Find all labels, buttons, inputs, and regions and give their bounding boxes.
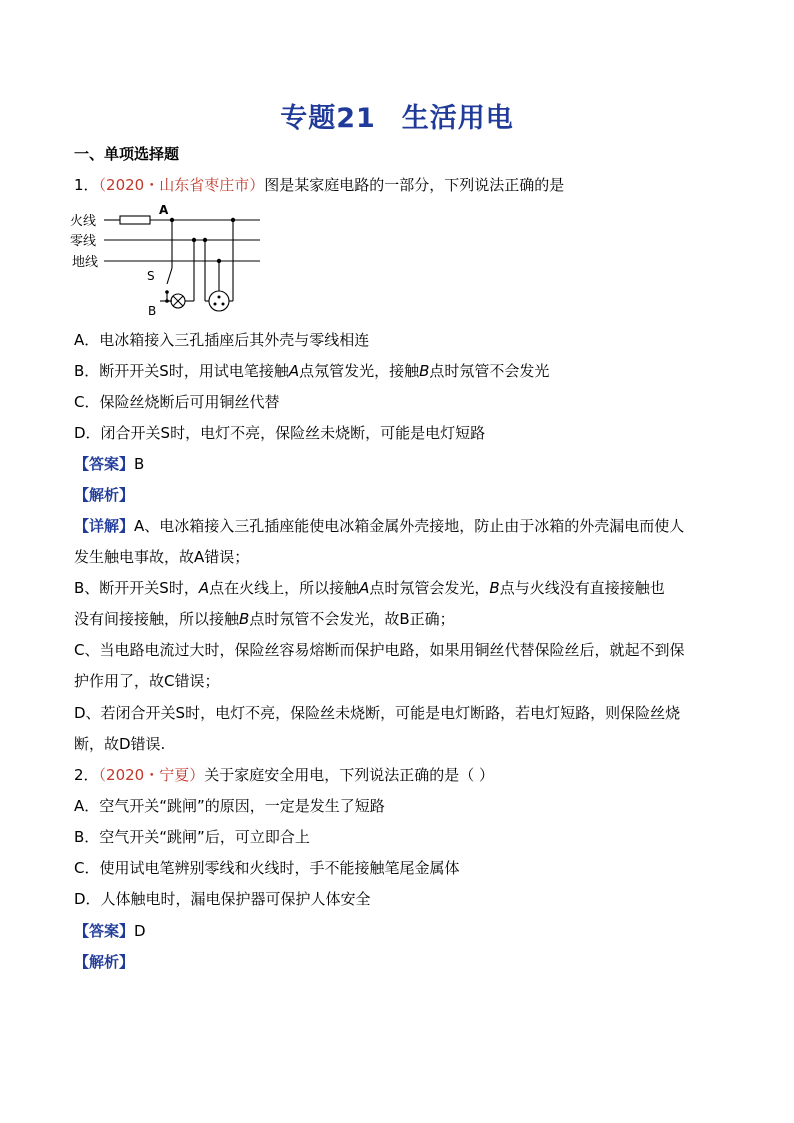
label-point-a: A: [159, 203, 169, 217]
q1-detail-3-point-a2: A: [359, 579, 370, 597]
q1-detail-line-8: 断，故D错误.: [74, 735, 166, 753]
q1-option-a: A．电冰箱接入三孔插座后其外壳与零线相连: [74, 331, 370, 349]
q2-option-d: D．人体触电时，漏电保护器可保护人体安全: [74, 890, 371, 908]
title-number: 专题21: [280, 103, 376, 134]
q2-number: 2．: [74, 766, 99, 784]
q1-detail-3c: 点时氖管会发光，: [369, 579, 490, 597]
q1-source: （2020・山东省枣庄市）: [98, 176, 265, 194]
q1-detail-3d: 点与火线没有直接接触也: [499, 579, 665, 597]
label-fire-wire: 火线: [70, 214, 97, 229]
section-heading: 一、单项选择题: [74, 145, 180, 163]
q1-option-b-point-b: B: [419, 362, 430, 380]
q1-detail-label: 【详解】: [74, 517, 135, 535]
q2-option-b: B．空气开关“跳闸”后，可立即合上: [74, 828, 310, 846]
q1-option-b-point-a: A: [288, 362, 300, 380]
q1-answer: [74, 454, 144, 474]
q2-option-c: C．使用试电笔辨别零线和火线时，手不能接触笔尾金属体: [74, 859, 460, 877]
q1-stem: [74, 175, 564, 195]
q1-detail-text-1: A、电冰箱接入三孔插座能使电冰箱金属外壳接地，防止由于冰箱的外壳漏电而使人: [134, 517, 685, 535]
q1-option-b-text3: 点时氖管不会发光: [429, 362, 550, 380]
label-ground-wire: 地线: [72, 255, 99, 270]
q1-detail-3-point-b: B: [489, 579, 500, 597]
socket-icon: [209, 291, 229, 311]
q1-detail-4-point-b: B: [239, 610, 250, 628]
q1-number: 1．: [74, 176, 99, 194]
circuit-diagram: [70, 198, 270, 323]
q1-detail-line-4: [74, 609, 455, 629]
q1-detail-3-point-a: A: [198, 579, 210, 597]
q1-detail-3a: B、断开开关S时，: [74, 579, 199, 597]
q1-answer-value: B: [134, 455, 145, 473]
q1-detail-line-1: [74, 516, 684, 536]
q1-detail-4b: 点时氖管不会发光，故B正确；: [249, 610, 455, 628]
q2-answer: [74, 921, 146, 941]
page-title: [0, 96, 794, 135]
q1-option-b-text1: B．断开开关S时，用试电笔接触: [74, 362, 289, 380]
q1-detail-line-5: C、当电路电流过大时，保险丝容易熔断而保护电路，如果用铜丝代替保险丝后，就起不到保: [74, 641, 685, 659]
label-point-b: B: [148, 304, 157, 318]
q1-detail-line-3: [74, 578, 665, 598]
q2-stem-text: 关于家庭安全用电，下列说法正确的是（ ）: [204, 766, 495, 784]
q2-analysis-label: 【解析】: [74, 953, 135, 971]
label-zero-wire: 零线: [70, 234, 97, 249]
q1-stem-text: 图是某家庭电路的一部分，下列说法正确的是: [264, 176, 565, 194]
q1-option-d: D．闭合开关S时，电灯不亮，保险丝未烧断，可能是电灯短路: [74, 424, 486, 442]
q2-answer-value: D: [134, 922, 146, 940]
q2-stem: [74, 765, 494, 785]
title-text: 生活用电: [401, 103, 514, 134]
q1-detail-line-6: 护作用了，故C错误；: [74, 672, 220, 690]
q1-detail-3b: 点在火线上，所以接触: [209, 579, 360, 597]
switch-icon: [167, 268, 172, 284]
label-switch: S: [147, 269, 155, 283]
q1-detail-line-7: D、若闭合开关S时，电灯不亮，保险丝未烧断，可能是电灯断路，若电灯短路，则保险丝烧: [74, 704, 681, 722]
q1-option-b: [74, 361, 549, 381]
q1-answer-label: 【答案】: [74, 455, 135, 473]
q1-analysis-label: 【解析】: [74, 486, 135, 504]
q2-option-a: A．空气开关“跳闸”的原因，一定是发生了短路: [74, 797, 385, 815]
fuse-icon: [120, 216, 150, 224]
q1-option-c: C．保险丝烧断后可用铜丝代替: [74, 393, 280, 411]
q1-option-b-text2: 点氖管发光，接触: [299, 362, 420, 380]
q1-detail-4a: 没有间接接触，所以接触: [74, 610, 240, 628]
q2-source: （2020・宁夏）: [98, 766, 205, 784]
q2-answer-label: 【答案】: [74, 922, 135, 940]
q1-detail-line-2: 发生触电事故，故A错误；: [74, 548, 250, 566]
